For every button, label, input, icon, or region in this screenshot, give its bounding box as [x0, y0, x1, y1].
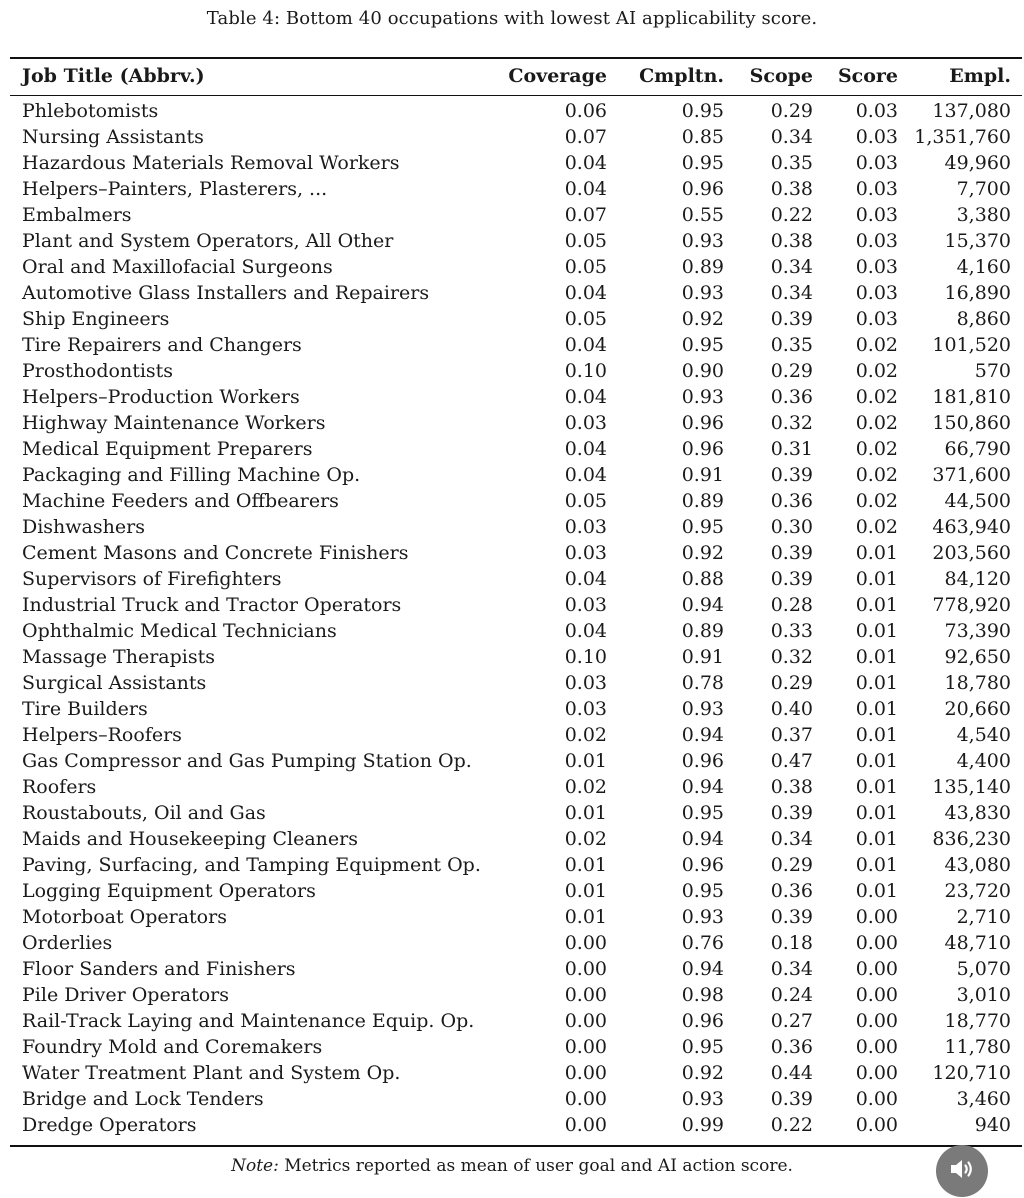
cell-job-title: Hazardous Materials Removal Workers [22, 152, 400, 174]
cell-completion: 0.88 [681, 568, 724, 590]
cell-scope: 0.24 [770, 984, 813, 1006]
cell-score: 0.00 [855, 1088, 898, 1110]
cell-coverage: 0.07 [564, 204, 607, 226]
cell-completion: 0.95 [681, 334, 724, 356]
cell-coverage: 0.00 [564, 932, 607, 954]
table-row [0, 1008, 1024, 1034]
cell-completion: 0.94 [681, 828, 724, 850]
table-row [0, 930, 1024, 956]
cell-job-title: Supervisors of Firefighters [22, 568, 282, 590]
cell-completion: 0.95 [681, 880, 724, 902]
cell-scope: 0.34 [770, 282, 813, 304]
cell-coverage: 0.00 [564, 1114, 607, 1136]
cell-score: 0.01 [855, 698, 898, 720]
cell-job-title: Floor Sanders and Finishers [22, 958, 296, 980]
cell-employment: 48,710 [944, 932, 1011, 954]
cell-score: 0.01 [855, 776, 898, 798]
cell-completion: 0.95 [681, 1036, 724, 1058]
cell-job-title: Ship Engineers [22, 308, 170, 330]
cell-score: 0.02 [855, 412, 898, 434]
cell-scope: 0.27 [770, 1010, 813, 1032]
cell-employment: 4,540 [956, 724, 1011, 746]
cell-score: 0.03 [855, 308, 898, 330]
cell-employment: 49,960 [944, 152, 1011, 174]
cell-job-title: Nursing Assistants [22, 126, 204, 148]
table-row [0, 514, 1024, 540]
table-row [0, 462, 1024, 488]
cell-completion: 0.89 [681, 620, 724, 642]
cell-coverage: 0.10 [564, 646, 607, 668]
cell-coverage: 0.00 [564, 1036, 607, 1058]
cell-scope: 0.40 [770, 698, 813, 720]
cell-score: 0.02 [855, 438, 898, 460]
cell-completion: 0.93 [681, 1088, 724, 1110]
cell-scope: 0.32 [770, 412, 813, 434]
cell-completion: 0.89 [681, 490, 724, 512]
cell-coverage: 0.01 [564, 906, 607, 928]
cell-scope: 0.39 [770, 542, 813, 564]
cell-coverage: 0.04 [564, 438, 607, 460]
speaker-icon [949, 1158, 975, 1184]
cell-completion: 0.91 [681, 464, 724, 486]
cell-employment: 66,790 [944, 438, 1011, 460]
cell-scope: 0.34 [770, 828, 813, 850]
cell-employment: 92,650 [944, 646, 1011, 668]
cell-completion: 0.96 [681, 438, 724, 460]
table-row [0, 774, 1024, 800]
table-row [0, 436, 1024, 462]
table-row [0, 956, 1024, 982]
cell-job-title: Automotive Glass Installers and Repairers [22, 282, 430, 304]
table-row [0, 852, 1024, 878]
table-row [0, 332, 1024, 358]
cell-scope: 0.39 [770, 464, 813, 486]
table-row [0, 670, 1024, 696]
table-row [0, 98, 1024, 124]
cell-employment: 43,830 [944, 802, 1011, 824]
cell-employment: 3,460 [956, 1088, 1011, 1110]
table-row [0, 254, 1024, 280]
cell-coverage: 0.04 [564, 152, 607, 174]
cell-completion: 0.93 [681, 282, 724, 304]
cell-coverage: 0.02 [564, 828, 607, 850]
cell-completion: 0.92 [681, 1062, 724, 1084]
header-completion: Cmpltn. [639, 65, 724, 87]
cell-coverage: 0.05 [564, 308, 607, 330]
table-row [0, 384, 1024, 410]
table-row [0, 878, 1024, 904]
cell-employment: 371,600 [932, 464, 1011, 486]
cell-employment: 1,351,760 [914, 126, 1011, 148]
cell-job-title: Tire Builders [22, 698, 148, 720]
cell-score: 0.03 [855, 152, 898, 174]
cell-completion: 0.93 [681, 698, 724, 720]
cell-job-title: Logging Equipment Operators [22, 880, 316, 902]
cell-coverage: 0.04 [564, 334, 607, 356]
cell-completion: 0.93 [681, 386, 724, 408]
cell-coverage: 0.01 [564, 802, 607, 824]
cell-score: 0.00 [855, 1010, 898, 1032]
table-row [0, 826, 1024, 852]
cell-scope: 0.34 [770, 126, 813, 148]
table-row [0, 1034, 1024, 1060]
cell-completion: 0.99 [681, 1114, 724, 1136]
cell-coverage: 0.01 [564, 880, 607, 902]
cell-coverage: 0.00 [564, 1088, 607, 1110]
table-header [0, 60, 1024, 92]
cell-score: 0.01 [855, 854, 898, 876]
cell-score: 0.01 [855, 750, 898, 772]
cell-job-title: Medical Equipment Preparers [22, 438, 313, 460]
cell-score: 0.03 [855, 178, 898, 200]
table-row [0, 306, 1024, 332]
cell-coverage: 0.04 [564, 464, 607, 486]
cell-coverage: 0.03 [564, 672, 607, 694]
cell-coverage: 0.01 [564, 750, 607, 772]
table-caption: Table 4: Bottom 40 occupations with lowest AI applicability score. [206, 8, 818, 29]
table-top-rule [10, 57, 1022, 59]
cell-coverage: 0.02 [564, 724, 607, 746]
table-row [0, 748, 1024, 774]
cell-score: 0.01 [855, 568, 898, 590]
cell-employment: 43,080 [944, 854, 1011, 876]
cell-scope: 0.39 [770, 802, 813, 824]
cell-employment: 16,890 [944, 282, 1011, 304]
cell-scope: 0.36 [770, 490, 813, 512]
cell-score: 0.03 [855, 204, 898, 226]
cell-coverage: 0.01 [564, 854, 607, 876]
cell-employment: 778,920 [932, 594, 1011, 616]
cell-employment: 120,710 [932, 1062, 1011, 1084]
cell-completion: 0.96 [681, 750, 724, 772]
cell-completion: 0.96 [681, 1010, 724, 1032]
cell-coverage: 0.03 [564, 594, 607, 616]
table-body [0, 98, 1024, 1143]
cell-completion: 0.93 [681, 230, 724, 252]
cell-employment: 11,780 [944, 1036, 1011, 1058]
cell-coverage: 0.06 [564, 100, 607, 122]
cell-job-title: Pile Driver Operators [22, 984, 230, 1006]
cell-coverage: 0.02 [564, 776, 607, 798]
cell-coverage: 0.05 [564, 490, 607, 512]
cell-job-title: Dredge Operators [22, 1114, 197, 1136]
cell-employment: 940 [974, 1114, 1011, 1136]
cell-scope: 0.36 [770, 1036, 813, 1058]
cell-job-title: Rail-Track Laying and Maintenance Equip. Op. [22, 1010, 475, 1032]
cell-job-title: Bridge and Lock Tenders [22, 1088, 264, 1110]
cell-coverage: 0.03 [564, 516, 607, 538]
table-note [0, 1156, 1024, 1176]
cell-completion: 0.95 [681, 100, 724, 122]
table-row [0, 488, 1024, 514]
cell-job-title: Paving, Surfacing, and Tamping Equipment Op. [22, 854, 481, 876]
cell-completion: 0.89 [681, 256, 724, 278]
cell-score: 0.00 [855, 984, 898, 1006]
cell-job-title: Cement Masons and Concrete Finishers [22, 542, 409, 564]
cell-scope: 0.37 [770, 724, 813, 746]
cell-coverage: 0.03 [564, 698, 607, 720]
cell-job-title: Tire Repairers and Changers [22, 334, 302, 356]
cell-completion: 0.95 [681, 152, 724, 174]
cell-employment: 20,660 [944, 698, 1011, 720]
cell-completion: 0.93 [681, 906, 724, 928]
table-row [0, 540, 1024, 566]
cell-score: 0.00 [855, 932, 898, 954]
cell-scope: 0.29 [770, 854, 813, 876]
cell-score: 0.00 [855, 906, 898, 928]
cell-score: 0.02 [855, 386, 898, 408]
table-header-rule [10, 95, 1022, 96]
cell-scope: 0.39 [770, 1088, 813, 1110]
cell-employment: 3,380 [956, 204, 1011, 226]
table-row [0, 228, 1024, 254]
table-bottom-rule [10, 1145, 1022, 1147]
cell-job-title: Orderlies [22, 932, 113, 954]
cell-score: 0.00 [855, 958, 898, 980]
cell-coverage: 0.04 [564, 282, 607, 304]
table-row [0, 410, 1024, 436]
cell-score: 0.01 [855, 542, 898, 564]
cell-job-title: Industrial Truck and Tractor Operators [22, 594, 402, 616]
cell-employment: 135,140 [932, 776, 1011, 798]
cell-score: 0.01 [855, 828, 898, 850]
cell-employment: 3,010 [956, 984, 1011, 1006]
cell-score: 0.01 [855, 594, 898, 616]
cell-score: 0.03 [855, 256, 898, 278]
cell-score: 0.01 [855, 724, 898, 746]
cell-score: 0.02 [855, 334, 898, 356]
cell-coverage: 0.07 [564, 126, 607, 148]
cell-job-title: Highway Maintenance Workers [22, 412, 326, 434]
cell-job-title: Ophthalmic Medical Technicians [22, 620, 337, 642]
cell-scope: 0.39 [770, 308, 813, 330]
cell-score: 0.02 [855, 490, 898, 512]
cell-coverage: 0.03 [564, 542, 607, 564]
cell-completion: 0.90 [681, 360, 724, 382]
cell-job-title: Plant and System Operators, All Other [22, 230, 394, 252]
cell-completion: 0.94 [681, 776, 724, 798]
cell-coverage: 0.05 [564, 230, 607, 252]
cell-completion: 0.94 [681, 594, 724, 616]
cell-completion: 0.96 [681, 412, 724, 434]
cell-scope: 0.39 [770, 906, 813, 928]
cell-completion: 0.95 [681, 802, 724, 824]
cell-employment: 137,080 [932, 100, 1011, 122]
cell-employment: 23,720 [944, 880, 1011, 902]
cell-scope: 0.22 [770, 1114, 813, 1136]
cell-job-title: Roustabouts, Oil and Gas [22, 802, 266, 824]
cell-completion: 0.96 [681, 178, 724, 200]
table-row [0, 800, 1024, 826]
cell-job-title: Motorboat Operators [22, 906, 227, 928]
table-row [0, 1060, 1024, 1086]
table-row [0, 124, 1024, 150]
cell-employment: 73,390 [944, 620, 1011, 642]
table-row [0, 358, 1024, 384]
cell-employment: 8,860 [956, 308, 1011, 330]
cell-coverage: 0.00 [564, 984, 607, 1006]
cell-completion: 0.95 [681, 516, 724, 538]
audio-toggle-button[interactable] [936, 1145, 988, 1197]
cell-score: 0.01 [855, 802, 898, 824]
cell-job-title: Embalmers [22, 204, 132, 226]
cell-employment: 4,400 [956, 750, 1011, 772]
cell-job-title: Maids and Housekeeping Cleaners [22, 828, 358, 850]
cell-scope: 0.34 [770, 256, 813, 278]
table-row [0, 618, 1024, 644]
cell-completion: 0.94 [681, 724, 724, 746]
cell-coverage: 0.00 [564, 1010, 607, 1032]
cell-score: 0.03 [855, 126, 898, 148]
cell-scope: 0.31 [770, 438, 813, 460]
cell-scope: 0.38 [770, 776, 813, 798]
cell-employment: 101,520 [932, 334, 1011, 356]
cell-coverage: 0.04 [564, 620, 607, 642]
cell-job-title: Foundry Mold and Coremakers [22, 1036, 323, 1058]
cell-score: 0.00 [855, 1036, 898, 1058]
header-scope: Scope [749, 65, 813, 87]
cell-score: 0.00 [855, 1062, 898, 1084]
cell-employment: 18,780 [944, 672, 1011, 694]
table-row [0, 150, 1024, 176]
cell-completion: 0.92 [681, 308, 724, 330]
cell-score: 0.01 [855, 672, 898, 694]
table-row [0, 644, 1024, 670]
cell-job-title: Dishwashers [22, 516, 145, 538]
cell-employment: 5,070 [956, 958, 1011, 980]
table-row [0, 566, 1024, 592]
cell-completion: 0.85 [681, 126, 724, 148]
cell-scope: 0.38 [770, 230, 813, 252]
cell-score: 0.02 [855, 360, 898, 382]
cell-completion: 0.96 [681, 854, 724, 876]
cell-completion: 0.94 [681, 958, 724, 980]
cell-scope: 0.33 [770, 620, 813, 642]
cell-employment: 2,710 [956, 906, 1011, 928]
cell-employment: 463,940 [932, 516, 1011, 538]
cell-employment: 84,120 [944, 568, 1011, 590]
cell-job-title: Helpers–Painters, Plasterers, ... [22, 178, 328, 200]
cell-job-title: Surgical Assistants [22, 672, 207, 694]
cell-scope: 0.34 [770, 958, 813, 980]
cell-employment: 18,770 [944, 1010, 1011, 1032]
cell-score: 0.03 [855, 282, 898, 304]
cell-scope: 0.22 [770, 204, 813, 226]
cell-score: 0.01 [855, 880, 898, 902]
cell-scope: 0.29 [770, 100, 813, 122]
cell-job-title: Helpers–Roofers [22, 724, 182, 746]
table-row [0, 592, 1024, 618]
cell-scope: 0.28 [770, 594, 813, 616]
table-row [0, 280, 1024, 306]
note-lead: Note: [231, 1156, 279, 1176]
cell-job-title: Water Treatment Plant and System Op. [22, 1062, 401, 1084]
cell-scope: 0.36 [770, 386, 813, 408]
note-text: Metrics reported as mean of user goal and AI action score. [278, 1156, 793, 1176]
cell-employment: 181,810 [932, 386, 1011, 408]
cell-job-title: Packaging and Filling Machine Op. [22, 464, 361, 486]
cell-job-title: Machine Feeders and Offbearers [22, 490, 339, 512]
cell-score: 0.01 [855, 620, 898, 642]
table-row [0, 722, 1024, 748]
cell-employment: 150,860 [932, 412, 1011, 434]
table-row [0, 1086, 1024, 1112]
cell-job-title: Roofers [22, 776, 97, 798]
cell-coverage: 0.05 [564, 256, 607, 278]
cell-completion: 0.98 [681, 984, 724, 1006]
cell-score: 0.01 [855, 646, 898, 668]
header-coverage: Coverage [508, 65, 607, 87]
cell-scope: 0.30 [770, 516, 813, 538]
table-row [0, 202, 1024, 228]
cell-scope: 0.38 [770, 178, 813, 200]
cell-coverage: 0.10 [564, 360, 607, 382]
cell-score: 0.02 [855, 516, 898, 538]
cell-employment: 44,500 [944, 490, 1011, 512]
cell-coverage: 0.04 [564, 178, 607, 200]
cell-coverage: 0.03 [564, 412, 607, 434]
cell-scope: 0.29 [770, 360, 813, 382]
cell-job-title: Helpers–Production Workers [22, 386, 300, 408]
cell-scope: 0.35 [770, 334, 813, 356]
cell-completion: 0.78 [681, 672, 724, 694]
cell-scope: 0.18 [770, 932, 813, 954]
table-row [0, 1112, 1024, 1138]
cell-completion: 0.76 [681, 932, 724, 954]
cell-employment: 7,700 [956, 178, 1011, 200]
cell-completion: 0.92 [681, 542, 724, 564]
cell-completion: 0.55 [681, 204, 724, 226]
cell-employment: 4,160 [956, 256, 1011, 278]
cell-coverage: 0.04 [564, 568, 607, 590]
cell-scope: 0.39 [770, 568, 813, 590]
cell-employment: 15,370 [944, 230, 1011, 252]
cell-employment: 836,230 [932, 828, 1011, 850]
cell-job-title: Oral and Maxillofacial Surgeons [22, 256, 333, 278]
cell-score: 0.03 [855, 230, 898, 252]
cell-job-title: Phlebotomists [22, 100, 159, 122]
header-employment: Empl. [949, 65, 1011, 87]
cell-coverage: 0.00 [564, 958, 607, 980]
header-job-title: Job Title (Abbrv.) [22, 65, 205, 87]
cell-score: 0.03 [855, 100, 898, 122]
table-row [0, 696, 1024, 722]
cell-job-title: Massage Therapists [22, 646, 215, 668]
cell-score: 0.00 [855, 1114, 898, 1136]
table-row [0, 176, 1024, 202]
table-row [0, 982, 1024, 1008]
cell-employment: 203,560 [932, 542, 1011, 564]
cell-completion: 0.91 [681, 646, 724, 668]
cell-score: 0.02 [855, 464, 898, 486]
cell-job-title: Prosthodontists [22, 360, 174, 382]
cell-scope: 0.47 [770, 750, 813, 772]
cell-scope: 0.44 [770, 1062, 813, 1084]
cell-coverage: 0.00 [564, 1062, 607, 1084]
table-row [0, 904, 1024, 930]
cell-scope: 0.32 [770, 646, 813, 668]
header-score: Score [837, 65, 898, 87]
cell-employment: 570 [974, 360, 1011, 382]
cell-coverage: 0.04 [564, 386, 607, 408]
cell-job-title: Gas Compressor and Gas Pumping Station Op. [22, 750, 472, 772]
cell-scope: 0.35 [770, 152, 813, 174]
cell-scope: 0.29 [770, 672, 813, 694]
cell-scope: 0.36 [770, 880, 813, 902]
